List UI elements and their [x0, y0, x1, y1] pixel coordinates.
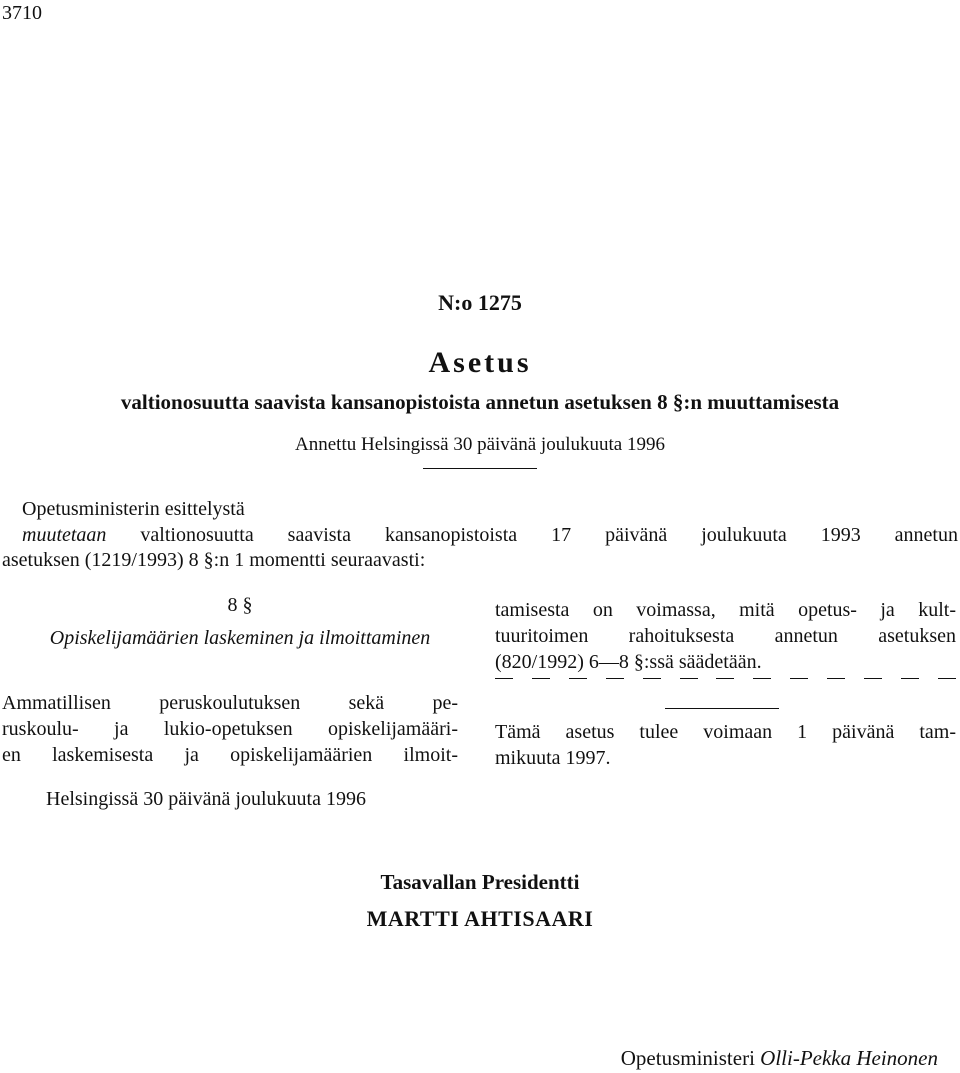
- minister-label: Opetusministeri: [620, 1046, 755, 1070]
- document-subtitle: valtionosuutta saavista kansanopistoista annetun asetuksen 8 §:n muuttamisesta: [120, 390, 840, 414]
- minister-name: Olli-Pekka Heinonen: [760, 1046, 938, 1070]
- section-text-line: ruskoulu- ja lukio-opetuksen opiskelijamääri-: [2, 718, 458, 740]
- section-text-line: tamisesta on voimassa, mitä opetus- ja kult-: [495, 599, 956, 621]
- minister-signature: [621, 1046, 938, 1071]
- entry-into-force: [495, 719, 956, 771]
- section-number: 8 §: [227, 594, 253, 616]
- page-number: 3710: [2, 2, 42, 24]
- document-type-title: Asetus: [428, 346, 532, 379]
- section-heading: Opiskelijamäärien laskeminen ja ilmoittaminen: [49, 627, 431, 649]
- intro-line-2: asetuksen (1219/1993) 8 §:n 1 momentti seuraavasti:: [2, 549, 426, 571]
- section-text-line: Ammatillisen peruskoulutuksen sekä pe-: [2, 692, 458, 714]
- amendment-verb: muutetaan: [22, 524, 107, 546]
- section-text-line: en laskemisesta ja opiskelijamäärien ilmoit-: [2, 744, 458, 766]
- president-name: MARTTI AHTISAARI: [366, 906, 594, 931]
- signing-place-date: Helsingissä 30 päivänä joulukuuta 1996: [46, 788, 366, 810]
- entry-into-force-line: Tämä asetus tulee voimaan 1 päivänä tam-: [495, 721, 956, 743]
- section-divider: [665, 708, 779, 709]
- entry-into-force-line: mikuuta 1997.: [495, 747, 611, 769]
- statute-number: N:o 1275: [438, 290, 522, 315]
- section-text-line: (820/1992) 6—8 §:ssä säädetään.: [495, 651, 762, 673]
- issued-date-line: Annettu Helsingissä 30 päivänä joulukuuta 1996: [295, 434, 665, 455]
- section-body-left: [2, 690, 458, 768]
- presenter-line: Opetusministerin esittelystä: [22, 498, 245, 520]
- omission-dash-line: [495, 678, 956, 679]
- president-title: Tasavallan Presidentti: [380, 870, 580, 894]
- section-text-line: tuuritoimen rahoituksesta annetun asetuksen: [495, 625, 956, 647]
- header-divider: [423, 468, 537, 469]
- section-body-right: [495, 597, 956, 675]
- intro-line-1-rest: valtionosuutta saavista kansanopistoista 17 päivänä joulukuuta 1993 annetun: [106, 524, 958, 546]
- intro-line-1: [22, 524, 958, 547]
